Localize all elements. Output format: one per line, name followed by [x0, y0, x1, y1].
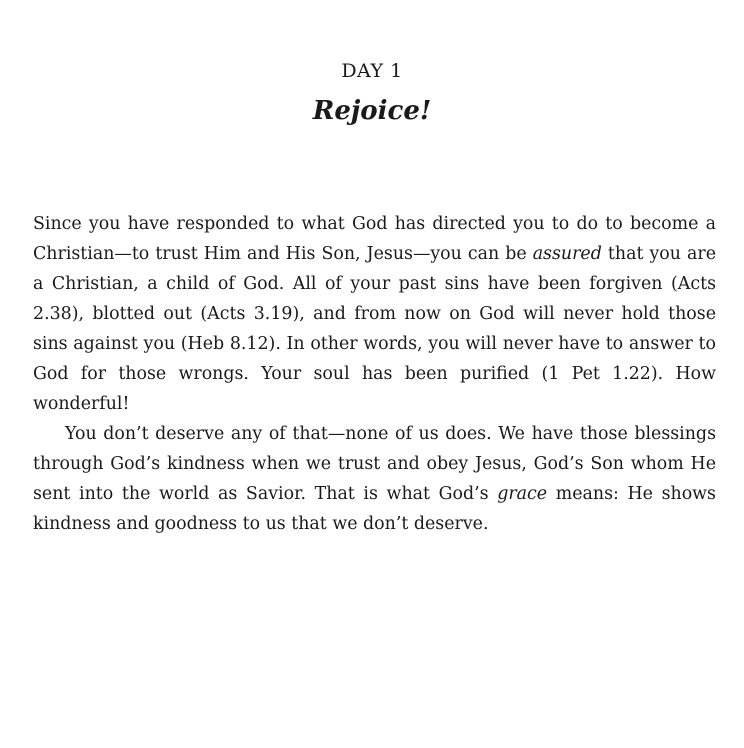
paragraph-2-text-end: means: He shows kindness and goodness to us that we don’t deserve.: [33, 484, 716, 534]
emphasis-assured: assured: [532, 244, 602, 264]
body-text: [33, 209, 716, 539]
emphasis-grace: grace: [497, 484, 548, 504]
paragraph-1-text-end: that you are a Christian, a child of God. All of your past sins have been forgiven (Acts 2.38), blotted out (Acts 3.19), and from now on God will never hold those sins against you (Heb 8.12). In other words, you will never have to answer to God for those wrongs. Your soul has been purified (1 Pet 1.22). How wonderful!: [33, 244, 716, 414]
paragraph-1-text-start: Since you have responded to what God has directed you to do to become a Christian—to trust Him and His Son, Jesus—you can be: [33, 214, 716, 264]
paragraph-1: [33, 209, 716, 419]
paragraph-2-text-start: You don’t deserve any of that—none of us does. We have those blessings through God’s kindness when we trust and obey Jesus, God’s Son whom He sent into the world as Savior. That is what God’s: [33, 424, 716, 504]
day-label: DAY 1: [341, 60, 403, 82]
chapter-title: Rejoice!: [312, 96, 432, 126]
paragraph-2: [33, 419, 716, 539]
